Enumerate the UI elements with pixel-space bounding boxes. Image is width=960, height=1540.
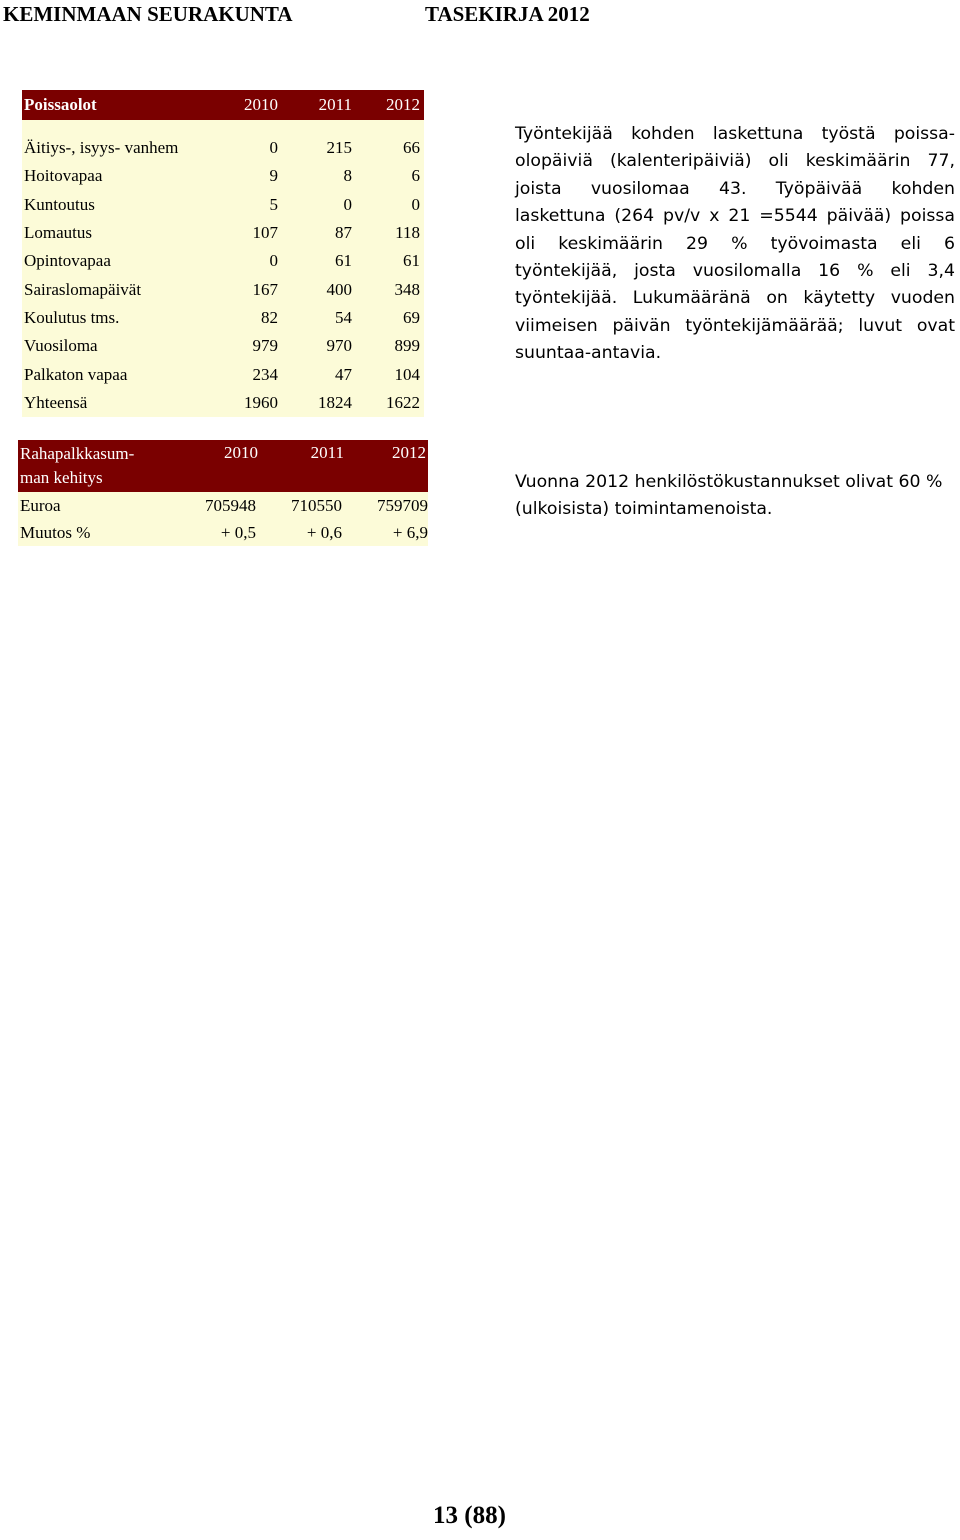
row-value: 6 — [411, 166, 420, 186]
payroll-table-body — [18, 492, 428, 546]
row-value: 400 — [326, 279, 352, 299]
table-row — [22, 304, 424, 332]
row-label: Yhteensä — [24, 392, 88, 412]
row-value: 167 — [252, 279, 278, 299]
year-header: 2011 — [318, 95, 352, 114]
row-value: 118 — [395, 223, 420, 243]
row-value: 0 — [343, 194, 352, 214]
row-value: 66 — [403, 138, 420, 158]
payroll-table — [18, 440, 428, 546]
absences-table-body — [22, 134, 424, 417]
row-label: Sairaslomapäivät — [24, 279, 142, 299]
table-spacer — [22, 120, 424, 134]
year-header: 2010 — [244, 95, 278, 114]
absences-title: Poissaolot — [24, 95, 97, 114]
row-value: 215 — [326, 138, 352, 158]
row-value: + 6,9 — [392, 522, 428, 542]
row-value: 54 — [335, 307, 352, 327]
row-label: Kuntoutus — [24, 194, 95, 214]
row-value: 61 — [403, 251, 420, 271]
row-value: 234 — [252, 364, 278, 384]
table-row — [22, 191, 424, 219]
row-value: 705948 — [205, 495, 256, 515]
row-label: Koulutus tms. — [24, 307, 120, 327]
row-value: 759709 — [377, 495, 428, 515]
row-value: 87 — [335, 223, 352, 243]
row-label: Lomautus — [24, 223, 92, 243]
header-document-title: TASEKIRJA 2012 — [425, 2, 590, 26]
table-row — [22, 389, 424, 417]
row-label: Opintovapaa — [24, 251, 111, 271]
row-label: Euroa — [20, 495, 61, 515]
row-value: 970 — [326, 336, 352, 356]
row-value: + 0,6 — [306, 522, 342, 542]
payroll-title: Rahapalkkasum- man kehitys — [20, 444, 135, 487]
row-value: 348 — [394, 279, 420, 299]
year-header: 2010 — [224, 443, 258, 462]
row-value: 104 — [394, 364, 420, 384]
table-row — [22, 332, 424, 360]
row-value: 107 — [252, 223, 278, 243]
row-value: 69 — [403, 307, 420, 327]
table-row — [22, 134, 424, 162]
payroll-table-header — [18, 440, 428, 492]
row-value: 0 — [269, 251, 278, 271]
header-organization: KEMINMAAN SEURAKUNTA — [3, 2, 293, 26]
row-value: 1824 — [318, 392, 352, 412]
absences-table — [22, 90, 424, 417]
row-value: 5 — [269, 194, 278, 214]
row-value: 710550 — [291, 495, 342, 515]
row-label: Hoitovapaa — [24, 166, 103, 186]
row-value: 899 — [394, 336, 420, 356]
table-row — [18, 492, 428, 519]
table-row — [22, 162, 424, 190]
row-label: Äitiys-, isyys- vanhem — [24, 138, 179, 158]
row-value: 61 — [335, 251, 352, 271]
row-value: 0 — [269, 138, 278, 158]
table-row — [22, 275, 424, 303]
row-label: Palkaton vapaa — [24, 364, 128, 384]
row-value: 9 — [269, 166, 278, 186]
row-value: + 0,5 — [220, 522, 256, 542]
year-header: 2012 — [392, 443, 426, 462]
year-header: 2012 — [386, 95, 420, 114]
table-row — [22, 247, 424, 275]
row-value: 1960 — [244, 392, 278, 412]
page-number: 13 (88) — [433, 1502, 506, 1529]
row-label: Vuosiloma — [24, 336, 98, 356]
payroll-note: Vuonna 2012 henkilöstökustannukset olivat 60 % (ulkoisista) toimintamenoista. — [515, 472, 943, 520]
row-value: 979 — [252, 336, 278, 356]
absences-note: Työntekijää kohden laskettuna työstä poissa-olopäiviä (kalenteripäiviä) oli keskimäärin 77, joista vuosilomaa 43. Työpäivää kohden laskettuna (264 pv/v x 21 =5544 päivää) poissa oli keskimäärin 29 % työvoimasta eli 6 työntekijää, josta vuosilomalla 16 % eli 3,4 työntekijää. Lukumääränä on käytetty vuoden viimeisen päivän työntekijämäärää; luvut ovat suuntaa-antavia. — [515, 124, 955, 364]
row-label: Muutos % — [20, 522, 91, 542]
table-row — [22, 219, 424, 247]
year-header: 2011 — [310, 443, 344, 462]
row-value: 8 — [343, 166, 352, 186]
row-value: 1622 — [386, 392, 420, 412]
row-value: 47 — [335, 364, 352, 384]
table-row — [22, 360, 424, 388]
row-value: 0 — [411, 194, 420, 214]
table-row — [18, 519, 428, 546]
row-value: 82 — [261, 307, 278, 327]
absences-table-header — [22, 90, 424, 120]
